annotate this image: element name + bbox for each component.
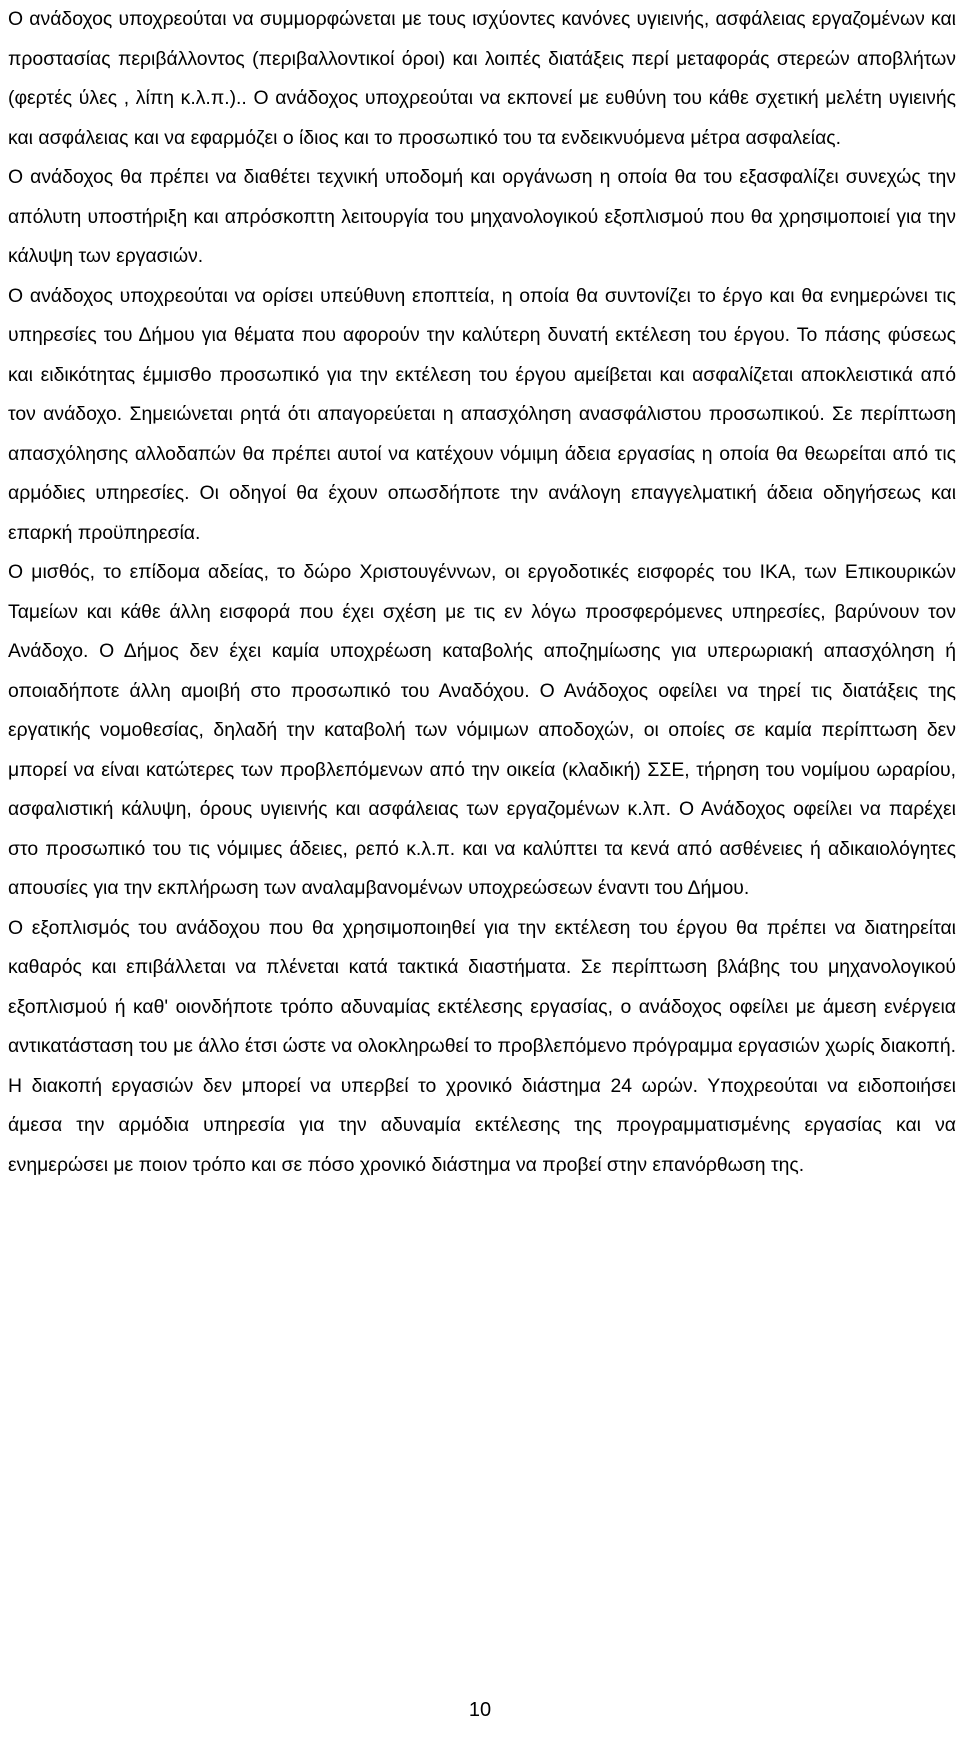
paragraph-technical-infrastructure: Ο ανάδοχος θα πρέπει να διαθέτει τεχνική υποδομή και οργάνωση η οποία θα του εξασφαλίζει συνεχώς την απόλυτη υποστήριξη και απρόσκοπτη λειτουργία του μηχανολογικού εξοπλισμού που θα χρησιμοποιεί για την κάλυψη των εργασιών. [8, 166, 956, 267]
page-number: 10 [468, 1699, 492, 1721]
paragraph-safety-compliance: Ο ανάδοχος υποχρεούται να συμμορφώνεται με τους ισχύοντες κανόνες υγιεινής, ασφάλειας εργαζομένων και προστασίας περιβάλλοντος (περιβαλλοντικοί όροι) και λοιπές διατάξεις περί μεταφοράς στερεών αποβλήτων (φερτές ύλες , λίπη κ.λ.π.).. Ο ανάδοχος υποχρεούται να εκπονεί με ευθύνη του κάθε σχετική μελέτη υγιεινής και ασφάλειας και να εφαρμόζει ο ίδιος και το προσωπικό του τα ενδεικνυόμενα μέτρα ασφαλείας. [8, 8, 956, 149]
paragraph-supervision-staff: Ο ανάδοχος υποχρεούται να ορίσει υπεύθυνη εποπτεία, η οποία θα συντονίζει το έργο και θα ενημερώνει τις υπηρεσίες του Δήμου για θέματα που αφορούν την καλύτερη δυνατή εκτέλεση του έργου. Το πάσης φύσεως και ειδικότητας έμμισθο προσωπικό για την εκτέλεση του έργου αμείβεται και ασφαλίζεται αποκλειστικά από τον ανάδοχο. Σημειώνεται ρητά ότι απαγορεύεται η απασχόληση ανασφάλιστου προσωπικού. Σε περίπτωση απασχόλησης αλλοδαπών θα πρέπει αυτοί να κατέχουν νόμιμη άδεια εργασίας η οποία θα θεωρείται από τις αρμόδιες υπηρεσίες. Οι οδηγοί θα έχουν οπωσδήποτε την ανάλογη επαγγελματική άδεια οδηγήσεως και επαρκή προϋπηρεσία. [8, 284, 956, 544]
body-text [8, 0, 956, 1185]
paragraph-equipment-maintenance: Ο εξοπλισμός του ανάδοχου που θα χρησιμοποιηθεί για την εκτέλεση του έργου θα πρέπει να διατηρείται καθαρός και επιβάλλεται να πλένεται κατά τακτικά διαστήματα. Σε περίπτωση βλάβης του μηχανολογικού εξοπλισμού ή καθ' οιονδήποτε τρόπο αδυναμίας εκτέλεσης εργασίας, ο ανάδοχος οφείλει με άμεση ενέργεια αντικατάσταση του με άλλο έτσι ώστε να ολοκληρωθεί το προβλεπόμενο πρόγραμμα εργασιών χωρίς διακοπή. Η διακοπή εργασιών δεν μπορεί να υπερβεί το χρονικό διάστημα 24 ωρών. Υποχρεούται να ειδοποιήσει άμεσα την αρμόδια υπηρεσία για την αδυναμία εκτέλεσης της προγραμματισμένης εργασίας και να ενημερώσει με ποιον τρόπο και σε πόσο χρονικό διάστημα να προβεί στην επανόρθωση της. [8, 916, 956, 1176]
paragraph-wages-labour-law: Ο μισθός, το επίδομα αδείας, το δώρο Χριστουγέννων, οι εργοδοτικές εισφορές του ΙΚΑ, των Επικουρικών Ταμείων και κάθε άλλη εισφορά που έχει σχέση με τις εν λόγω προσφερόμενες υπηρεσίες, βαρύνουν τον Ανάδοχο. Ο Δήμος δεν έχει καμία υποχρέωση καταβολής αποζημίωσης για υπερωριακή απασχόληση ή οποιαδήποτε άλλη αμοιβή στο προσωπικό του Αναδόχου. Ο Ανάδοχος οφείλει να τηρεί τις διατάξεις της εργατικής νομοθεσίας, δηλαδή την καταβολή των νόμιμων αποδοχών, οι οποίες σε καμία περίπτωση δεν μπορεί να είναι κατώτερες των προβλεπόμενων από την οικεία (κλαδική) ΣΣΕ, τήρηση του νομίμου ωραρίου, ασφαλιστική κάλυψη, όρους υγιεινής και ασφάλειας των εργαζομένων κ.λπ. Ο Ανάδοχος οφείλει να παρέχει στο προσωπικό του τις νόμιμες άδειες, ρεπό κ.λ.π. και να καλύπτει τα κενά από ασθένειες ή αδικαιολόγητες απουσίες για την εκπλήρωση των αναλαμβανομένων υποχρεώσεων έναντι του Δήμου. [8, 561, 956, 899]
